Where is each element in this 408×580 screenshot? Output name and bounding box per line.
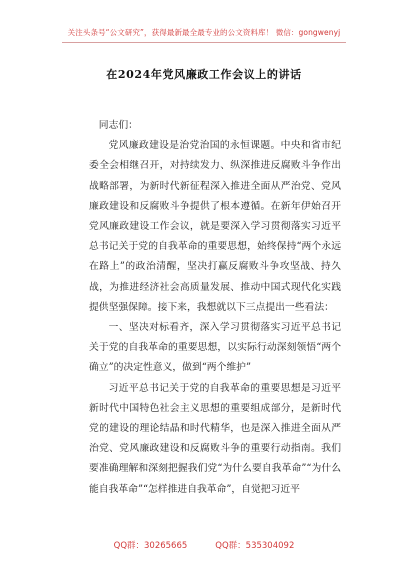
header-banner: 关注头条号“公文研究”，获得最新最全最专业的公文资料库！ 微信：gongwenyj [67, 28, 341, 37]
salutation: 同志们： [98, 120, 138, 131]
footer-qq-group-2: QQ群：535304092 [215, 541, 295, 551]
footer-qq-group-1: QQ群：30265665 [113, 541, 188, 551]
paragraph-intro: 党风廉政建设是治党治国的永恒课题。中央和省市纪委全会相继召开，对持续发力、纵深推进反腐败斗争作出战略部署，为新时代新征程深入推进全面从严治党、党风廉政建设和反腐败斗争提供了根本遵循。在新年伊始召开党风廉政建设工作会议，就是要深入学习贯彻落实习近平总书记关于党的自我革命的重要思想，始终保持“两个永远在路上”的政治清醒，坚决打赢反腐败斗争攻坚战、持久战，为推进经济社会高质量发展、推动中国式现代化实践提供坚强保障。接下来，我想就以下三点提出一些看法： [89, 140, 341, 313]
header-divider [62, 42, 346, 43]
document-title: 在2024年党风廉政工作会议上的讲话 [106, 68, 302, 81]
footer-contact [0, 539, 408, 551]
paragraph-section-heading: 一、坚决对标看齐，深入学习贯彻落实习近平总书记关于党的自我革命的重要思想，以实际行动深刻领悟“两个确立”的决定性意义，做到“两个维护” [89, 322, 341, 374]
paragraph-body: 习近平总书记关于党的自我革命的重要思想是习近平新时代中国特色社会主义思想的重要组成部分，是新时代党的建设的理论结晶和时代精华，也是深入推进全面从严治党、党风廉政建设和反腐败斗争的重要行动指南。我们要准确理解和深刻把握我们党“为什么要自我革命”“为什么能自我革命”“怎样推进自我革命”，自觉把习近平 [89, 382, 341, 495]
document-body [89, 116, 341, 500]
